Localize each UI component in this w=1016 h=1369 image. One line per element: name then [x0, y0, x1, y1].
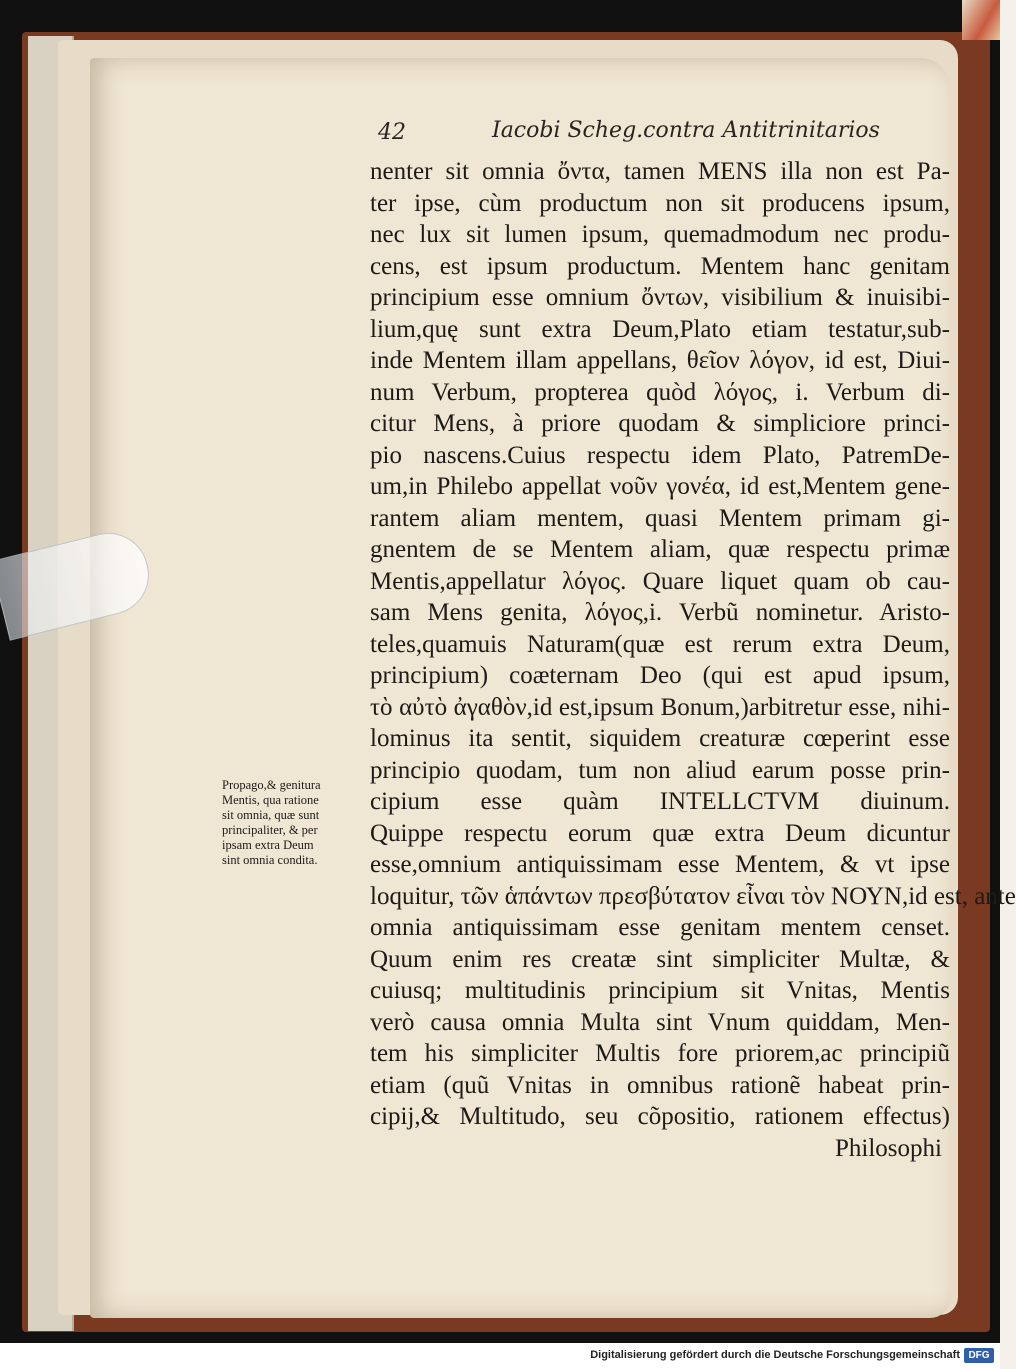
marginal-note-line: sint omnia condita. [222, 853, 318, 867]
text-line: etiam (quũ Vnitas in omnibus rationẽ habeat prin- [370, 1071, 950, 1099]
text-line: cipij,& Multitudo, seu cõpositio, rationem effectus) [370, 1103, 950, 1130]
text-line: citur Mens, à priore quodam & simpliciore princi- [370, 410, 950, 437]
text-line: sam Mens genita, λόγος,i. Verbũ nominetur. Aristo- [370, 599, 950, 626]
text-line: nenter sit omnia ὄντα, tamen MENS illa non est Pa- [370, 158, 950, 185]
text-line: verò causa omnia Multa sint Vnum quiddam, Men- [370, 1008, 950, 1036]
marginal-note-line: sit omnia, quæ sunt [222, 808, 320, 822]
text-line: Quum enim res creatæ sint simpliciter Multæ, & [370, 945, 950, 973]
text-line: lominus ita sentit, siquidem creaturæ cœperint esse [370, 725, 950, 752]
binding-thread [962, 0, 1000, 40]
text-line: rantem aliam mentem, quasi Mentem primam gi- [370, 504, 950, 532]
text-line: num Verbum, propterea quòd λόγος, i. Verbum di- [370, 378, 950, 406]
text-line: principium esse omnium ὄντων, visibilium & inuisibi- [370, 284, 950, 311]
text-line: omnia antiquissimam esse genitam mentem censet. [370, 914, 950, 941]
text-line: gnentem de se Mentem aliam, quæ respectu primæ [370, 536, 950, 563]
text-line: cuiusq; multitudinis principium sit Vnitas, Mentis [370, 977, 950, 1004]
body-text [370, 156, 1016, 1164]
marginal-note-line: principaliter, & per [222, 823, 318, 837]
footer-credit: Digitalisierung gefördert durch die Deutsche Forschungsgemeinschaft [590, 1349, 960, 1361]
catchword: Philosophi [835, 1134, 942, 1162]
header-title: Iacobi Scheg.contra Antitrinitarios [492, 118, 880, 143]
text-line: esse,omnium antiquissimam esse Mentem, & vt ipse [370, 851, 950, 878]
text-line: lium,quę sunt extra Deum,Plato etiam testatur,sub- [370, 315, 950, 343]
running-head [372, 118, 880, 154]
text-line: nec lux sit lumen ipsum, quemadmodum nec produ- [370, 221, 950, 248]
text-line: um,in Philebo appellat νοῦν γονέα, id est,Mentem gene- [370, 473, 950, 500]
text-line: Mentis,appellatur λόγος. Quare liquet quam ob cau- [370, 567, 950, 595]
page-number: 42 [378, 120, 406, 145]
marginal-note-line: ipsam extra Deum [222, 838, 314, 852]
marginal-note-line: Mentis, qua ratione [222, 793, 319, 807]
text-line: inde Mentem illam appellans, θεῖον λόγον, id est, Diui- [370, 347, 950, 374]
text-line: principio quodam, tum non aliud earum posse prin- [370, 756, 950, 784]
text-line: τὸ αὐτὸ ἀγαθὸν,id est,ipsum Bonum,)arbitretur esse, nihi- [370, 693, 950, 721]
marginal-note [222, 778, 360, 868]
text-line: pio nascens.Cuius respectu idem Plato, PatremDe- [370, 441, 950, 469]
text-line: principium) coæternam Deo (qui est apud ipsum, [370, 662, 950, 689]
marginal-note-line: Propago,& genitura [222, 778, 321, 792]
text-line: Quippe respectu eorum quæ extra Deum dicuntur [370, 819, 950, 847]
text-line: teles,quamuis Naturam(quæ est rerum extra Deum, [370, 630, 950, 658]
text-line: cipium esse quàm INTELLCTVM diuinum. [370, 788, 950, 815]
text-line: ter ipse, cùm productum non sit producens ipsum, [370, 189, 950, 217]
text-line: tem his simpliciter Multis fore priorem,ac principiũ [370, 1040, 950, 1067]
dfg-logo: DFG [964, 1348, 994, 1363]
footer-bar [0, 1343, 1000, 1369]
text-line: cens, est ipsum productum. Mentem hanc genitam [370, 252, 950, 280]
text-line: loquitur, τῶν ἁπάντων πρεσβύτατον εἶναι τὸν ΝΟΥΝ,id est, ante [370, 882, 1016, 910]
